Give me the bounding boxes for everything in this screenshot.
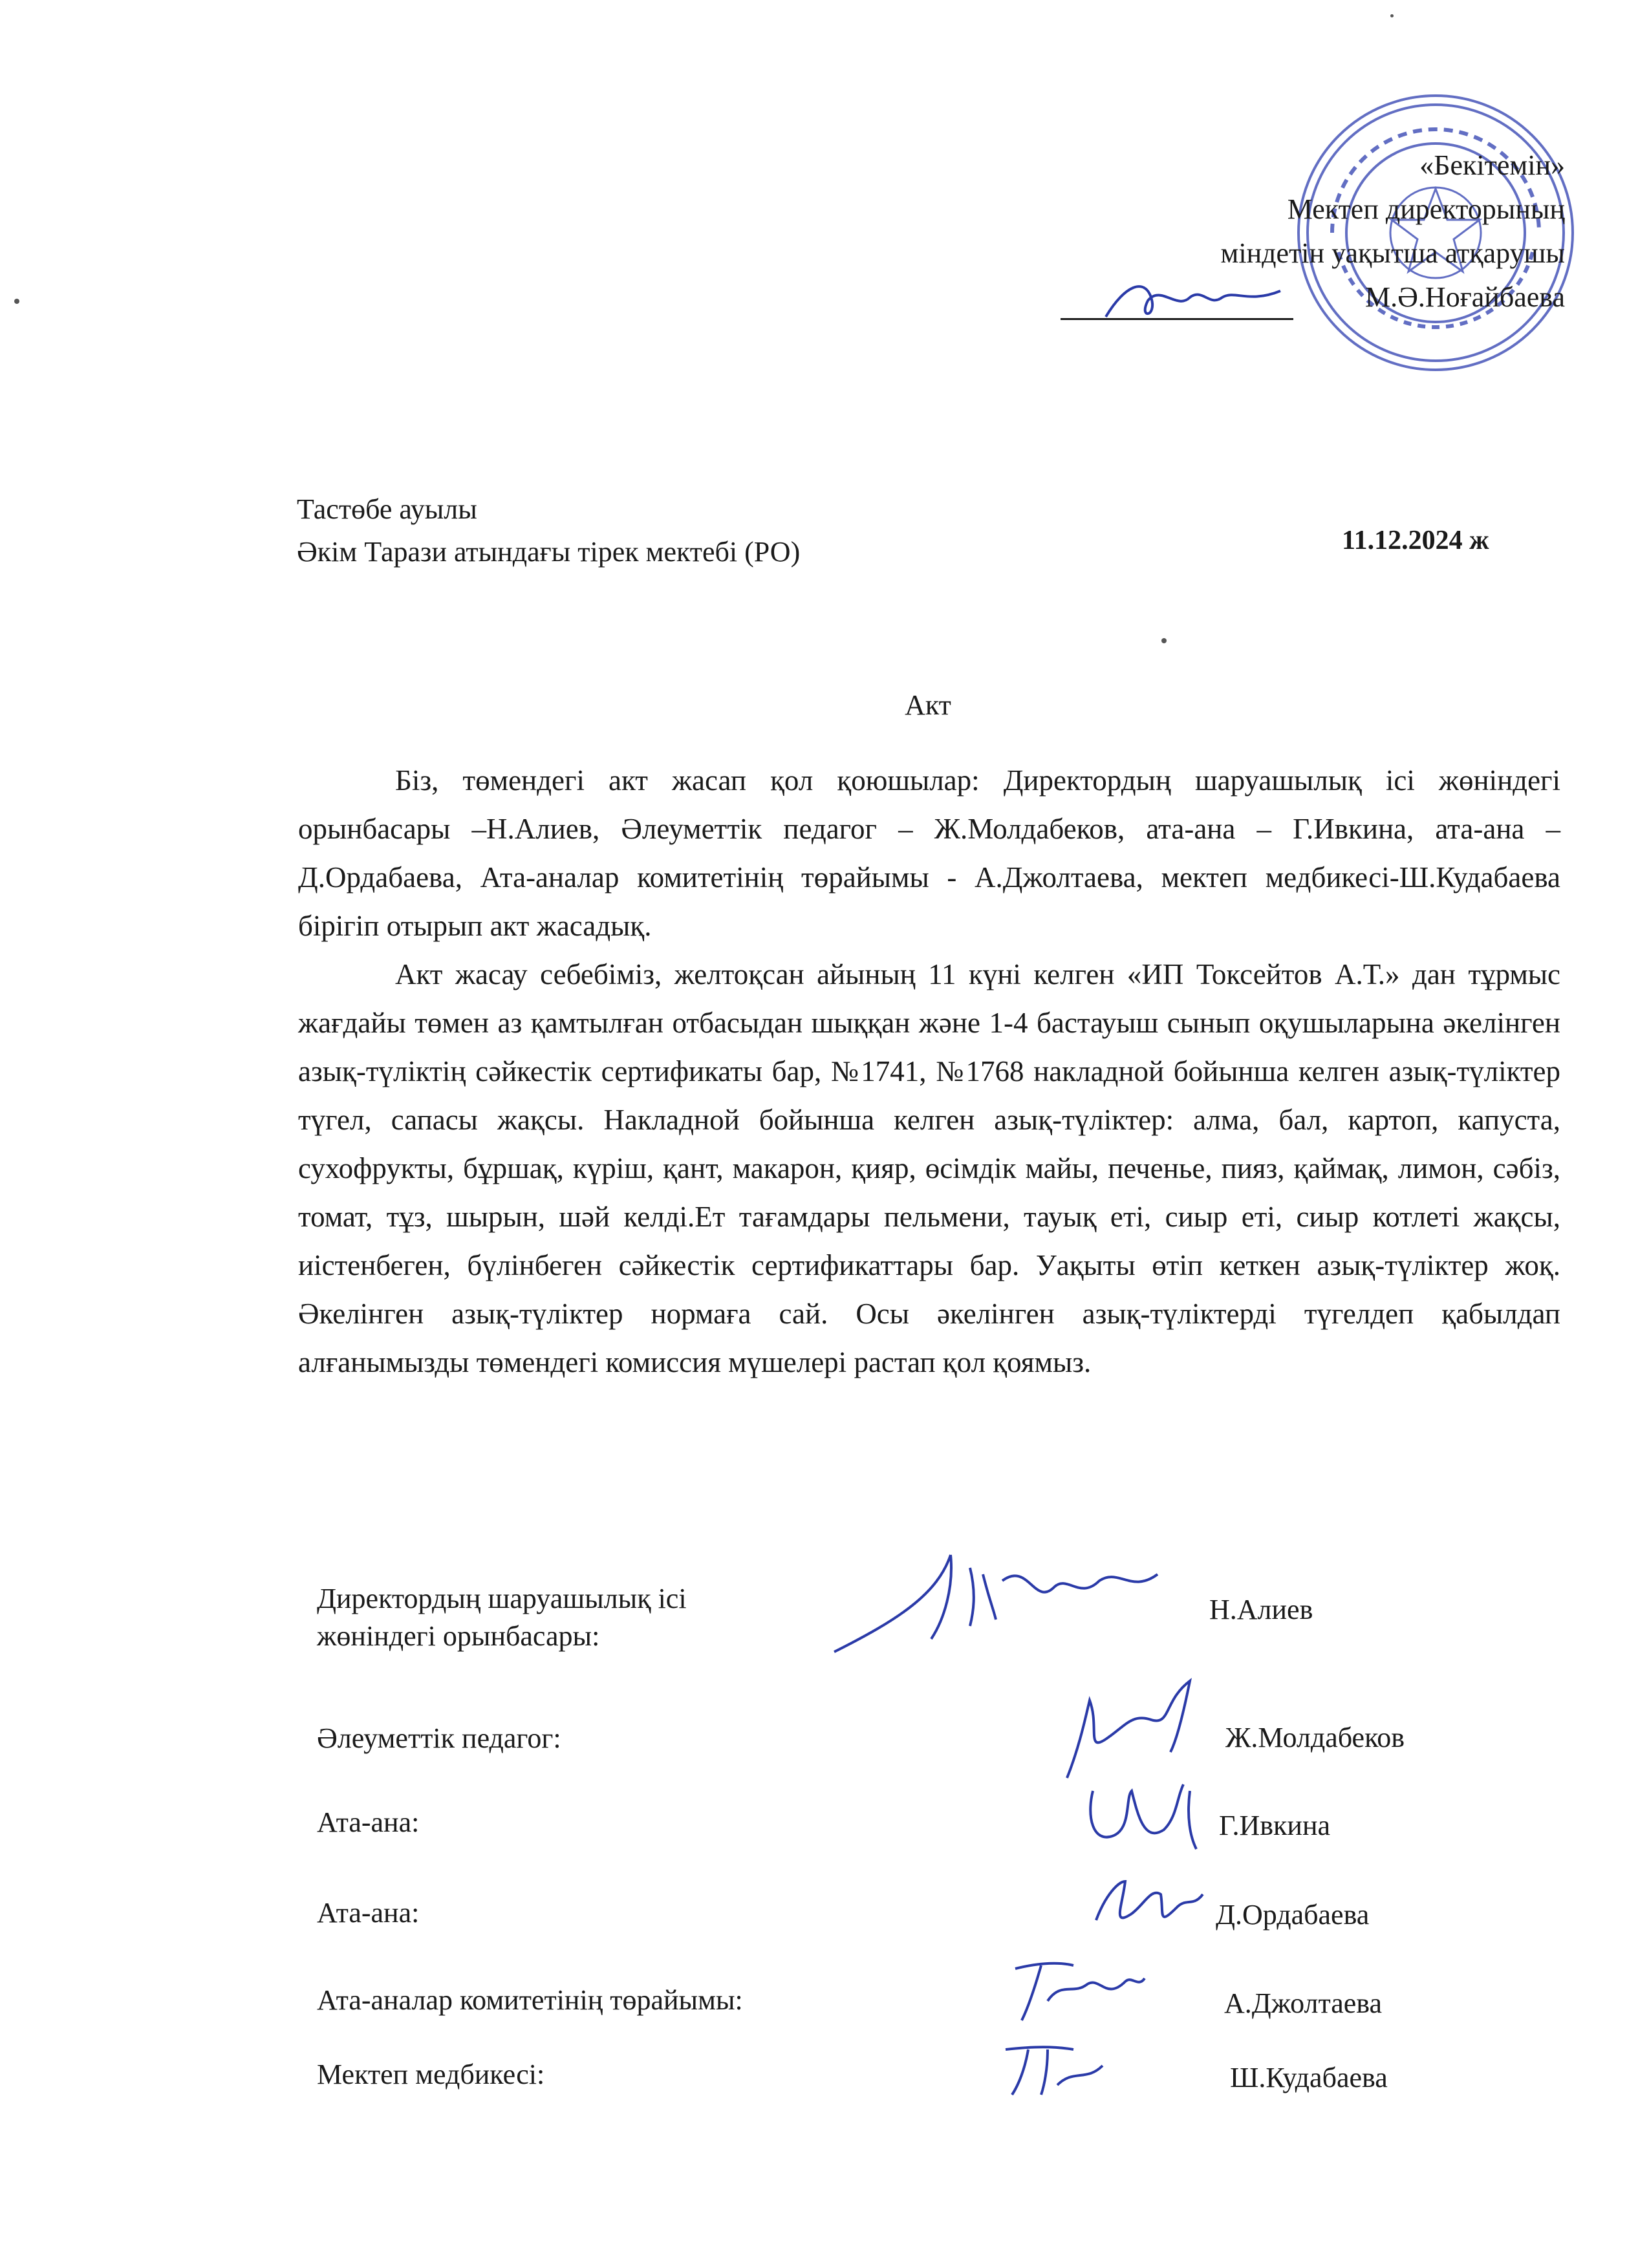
signatory-title: Ата-ана: bbox=[317, 1806, 420, 1838]
signatory-title: Мектеп медбикесі: bbox=[317, 2059, 545, 2090]
handwritten-signature bbox=[1080, 1778, 1209, 1856]
signatory-title-line: Директордың шаруашылық ісі bbox=[317, 1583, 687, 1614]
paragraph-reason: Акт жасау себебіміз, желтоқсан айының 11 күні келген «ИП Токсейтов А.Т.» дан тұрмыс жағдайы төмен аз қамтылған отбасыдан шыққан және 1-4 бастауыш сынып оқушыларына әкелінген азық-түліктің сәйкестік сертификаты бар, №1741, №1768 накладной бойынша келген азық-түліктер түгел, сапасы жақсы. Накладной бойынша келген азық-түліктер: алма, бал, картоп, капуста, сухофрукты, бұршақ, күріш, қант, макарон, қияр, өсімдік майы, печенье, пияз, қаймақ, лимон, сәбіз, томат, тұз, шырын, шәй келді.Ет тағамдары пельмени, тауық еті, сиыр еті, сиыр котлеті жақсы, иістенбеген, бүлінбеген сәйкестік сертификаттары бар. Уақыты өтіп кеткен азық-түліктер жоқ. Әкелінген азық-түліктер нормаға сай. Осы әкелінген азық-түліктерді түгелдеп қабылдап алғанымызды төмендегі комиссия мүшелері растап қол қоямыз. bbox=[298, 958, 1560, 1378]
signatory-name: Ж.Молдабеков bbox=[1225, 1722, 1405, 1753]
signatory-title: Ата-аналар комитетінің төрайымы: bbox=[317, 1984, 743, 2016]
handwritten-signature bbox=[821, 1548, 1183, 1658]
signatory-name: А.Джолтаева bbox=[1224, 1987, 1383, 2019]
signatory-title: Ата-ана: bbox=[317, 1897, 420, 1929]
signatory-name: Ш.Кудабаева bbox=[1230, 2062, 1388, 2093]
signature-row bbox=[0, 1720, 1649, 1797]
director-signature bbox=[1099, 272, 1287, 330]
signature-row bbox=[0, 1894, 1649, 1972]
handwritten-signature bbox=[1061, 1674, 1209, 1784]
signature-row bbox=[0, 1982, 1649, 2059]
signatory-name: Д.Ордабаева bbox=[1216, 1899, 1370, 1931]
approval-position: Мектеп директорының bbox=[1287, 193, 1565, 225]
approval-heading: «Бекітемін» bbox=[1419, 149, 1565, 181]
signature-row bbox=[0, 1804, 1649, 1881]
village-name: Тастөбе ауылы bbox=[297, 493, 477, 525]
signature-row bbox=[0, 2056, 1649, 2134]
scan-speck bbox=[1161, 638, 1167, 643]
header-location bbox=[297, 488, 800, 573]
paragraph-participants: Біз, төмендегі акт жасап қол қоюшылар: Директордың шаруашылық ісі жөніндегі орынбасары –Н.Алиев, Әлеуметтік педагог – Ж.Молдабеков, ата-ана – Г.Ивкина, ата-ана – Д.Ордабаева, Ата-аналар комитетінің төрайымы - А.Джолтаева, мектеп медбикесі-Ш.Кудабаева бірігіп отырып акт жасадық. bbox=[298, 764, 1560, 942]
signatory-title bbox=[317, 1580, 687, 1655]
scan-speck bbox=[1390, 14, 1394, 17]
approval-director-name: М.Ә.Ноғайбаева bbox=[1365, 281, 1565, 313]
signature-row bbox=[0, 1578, 1649, 1655]
school-name: Әкім Тарази атындағы тірек мектебі (РО) bbox=[297, 536, 801, 568]
signatory-title-line: жөніндегі орынбасары: bbox=[317, 1620, 600, 1652]
act-body bbox=[298, 756, 1560, 1387]
handwritten-signature bbox=[1086, 1868, 1209, 1940]
signatory-name: Г.Ивкина bbox=[1219, 1810, 1331, 1841]
approval-position-acting: міндетін уақытша атқарушы bbox=[1220, 237, 1565, 269]
signatory-title: Әлеуметтік педагог: bbox=[317, 1722, 561, 1754]
document-title: Акт bbox=[905, 689, 951, 721]
handwritten-signature bbox=[1002, 1949, 1151, 2027]
scan-speck bbox=[14, 299, 19, 304]
handwritten-signature bbox=[996, 2037, 1112, 2101]
document-date: 11.12.2024 ж bbox=[1342, 526, 1489, 555]
signatory-name: Н.Алиев bbox=[1209, 1594, 1313, 1625]
